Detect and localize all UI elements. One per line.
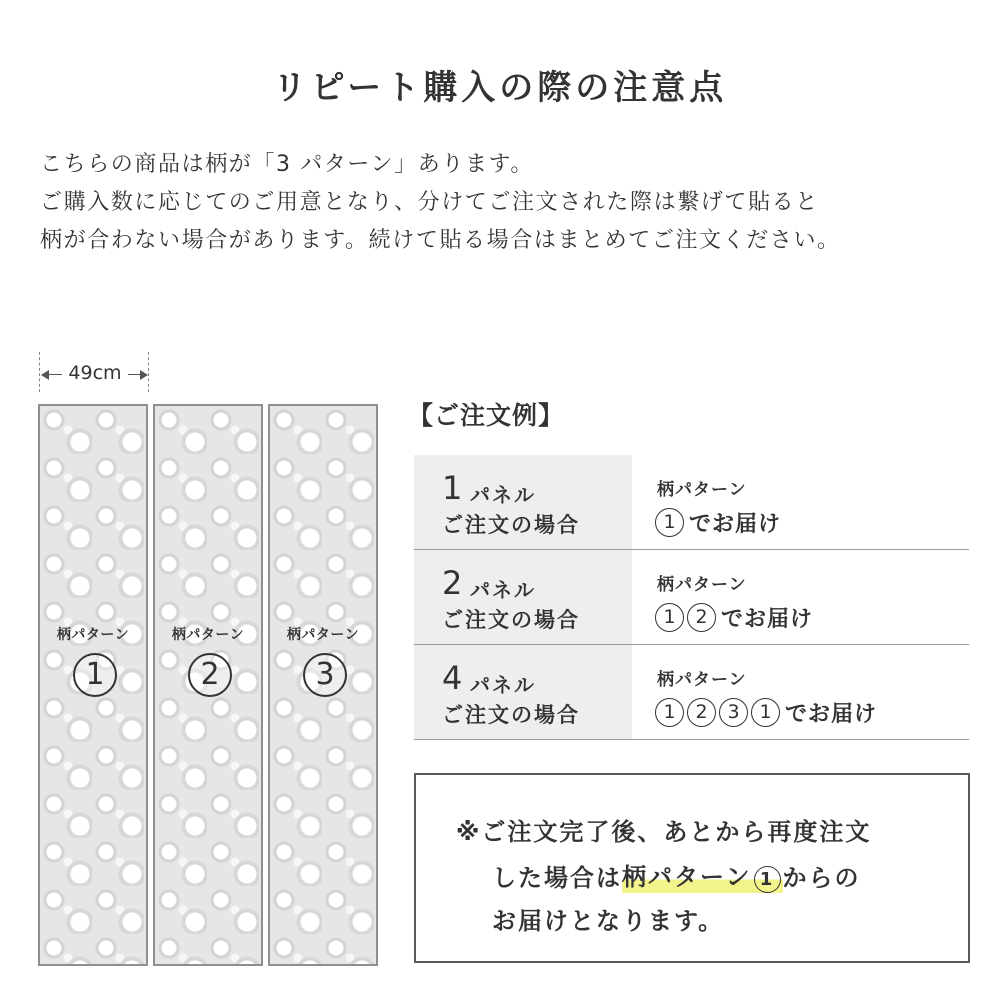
notice-text: した場合は — [492, 863, 622, 892]
intro-line: 柄が合わない場合があります。続けて貼る場合はまとめてご注文ください。 — [40, 228, 841, 253]
table-row — [414, 550, 969, 645]
panel-count: 1 — [442, 469, 463, 507]
panel-pattern-label: 柄パターン — [171, 627, 245, 643]
intro-line: ご購入数に応じてのご用意となり、分けてご注文された際は繋げて貼ると — [40, 190, 819, 215]
intro-line: こちらの商品は柄が「3 パターン」あります。 — [40, 152, 534, 177]
panel-count: 2 — [442, 564, 463, 602]
panel-unit: パネル — [470, 578, 536, 602]
pattern-label: 柄パターン — [657, 670, 747, 690]
pattern-sequence — [655, 695, 877, 729]
dimension-label: 49cm — [68, 362, 122, 384]
arrow-left-icon — [41, 370, 49, 380]
delivery-text: でお届け — [785, 701, 878, 727]
panel-unit: パネル — [470, 673, 536, 697]
pattern-number: 3 — [719, 698, 748, 727]
pattern-sequence — [655, 505, 781, 539]
pattern-number: 1 — [655, 603, 684, 632]
pattern-number: 1 — [655, 698, 684, 727]
panel-count: 4 — [442, 659, 463, 697]
order-case: ご注文の場合 — [442, 703, 580, 727]
wallpaper-panel-1 — [38, 404, 148, 966]
table-row — [414, 455, 969, 550]
order-case-cell — [414, 455, 632, 549]
wallpaper-panel-2 — [153, 404, 263, 966]
notice-line — [492, 857, 861, 893]
panel-pattern-number: 3 — [303, 653, 347, 697]
pattern-number: 2 — [687, 603, 716, 632]
panel-pattern-number: 2 — [188, 653, 232, 697]
table-row — [414, 645, 969, 740]
reorder-notice-box — [414, 773, 970, 963]
pattern-number: 1 — [751, 698, 780, 727]
notice-line: ※ご注文完了後、あとから再度注文 — [456, 818, 872, 846]
order-case: ご注文の場合 — [442, 608, 580, 632]
intro-text — [40, 146, 970, 260]
pattern-number: 1 — [655, 508, 684, 537]
dimension-tick — [39, 352, 40, 392]
order-case: ご注文の場合 — [442, 513, 580, 537]
arrow-right-icon — [140, 370, 148, 380]
panel-unit: パネル — [470, 483, 536, 507]
pattern-sequence — [655, 600, 813, 634]
pattern-label: 柄パターン — [657, 575, 747, 595]
pattern-label: 柄パターン — [657, 480, 747, 500]
wallpaper-panel-3 — [268, 404, 378, 966]
pattern-number: 1 — [754, 866, 781, 893]
notice-line: お届けとなります。 — [492, 907, 725, 935]
order-case-cell — [414, 550, 632, 644]
page-title: リピート購入の際の注意点 — [272, 68, 728, 108]
order-example-table — [414, 455, 969, 740]
panel-pattern-label: 柄パターン — [56, 627, 130, 643]
width-dimension — [38, 350, 150, 394]
delivery-text: でお届け — [689, 511, 782, 537]
notice-text: からの — [782, 863, 861, 892]
panel-pattern-label: 柄パターン — [286, 627, 360, 643]
order-case-cell — [414, 645, 632, 739]
dimension-tick — [148, 352, 149, 392]
notice-highlight-text: 柄パターン — [622, 863, 752, 891]
order-example-heading: 【ご注文例】 — [408, 401, 565, 430]
pattern-number: 2 — [687, 698, 716, 727]
notice-highlight — [622, 857, 783, 893]
panel-pattern-number: 1 — [73, 653, 117, 697]
delivery-text: でお届け — [721, 606, 814, 632]
